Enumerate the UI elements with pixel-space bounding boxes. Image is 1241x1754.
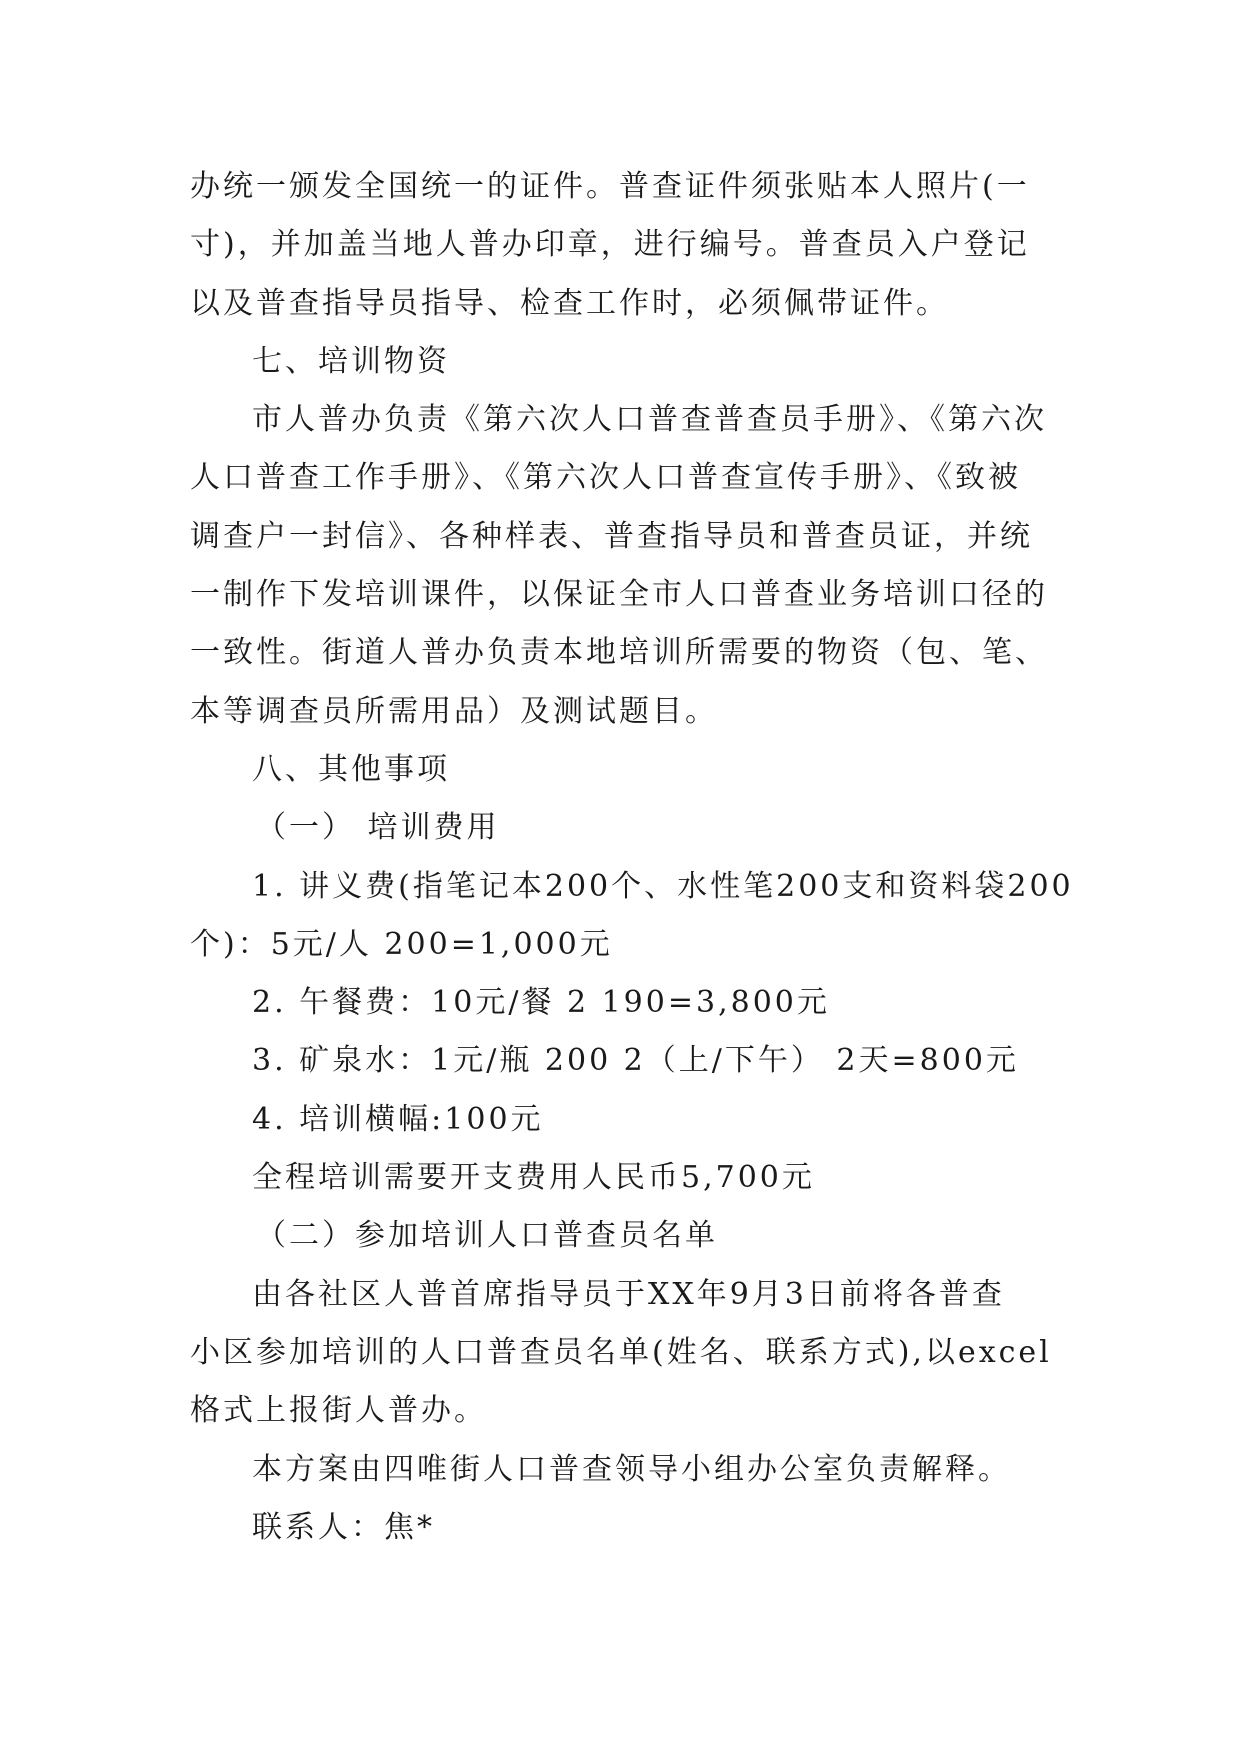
subsection-heading: （二）参加培训人口普查员名单 [256, 1218, 718, 1254]
paragraph-line: 人口普查工作手册》、《第六次人口普查宣传手册》、《致被 [190, 460, 1021, 496]
subsection-heading: （一） 培训费用 [256, 810, 500, 846]
paragraph-line: 本方案由四唯街人口普查领导小组办公室负责解释。 [252, 1451, 1011, 1487]
paragraph-line: 小区参加培训的人口普查员名单(姓名、联系方式),以excel [190, 1334, 1052, 1370]
list-item: 1. 讲义费(指笔记本200个、水性笔200支和资料袋200 [252, 868, 1074, 904]
list-item-continuation: 个)：5元/人 200=1,000元 [190, 926, 613, 962]
list-item: 3. 矿泉水：1元/瓶 200 2（上/下午） 2天=800元 [252, 1043, 1019, 1079]
paragraph-line: 办统一颁发全国统一的证件。普查证件须张贴本人照片(一 [190, 169, 1030, 204]
paragraph-line: 一制作下发培训课件，以保证全市人口普查业务培训口径的 [190, 577, 1048, 613]
paragraph-line: 本等调查员所需用品）及测试题目。 [190, 693, 718, 729]
paragraph-line: 由各社区人普首席指导员于XX年9月3日前将各普查 [252, 1276, 1005, 1312]
paragraph-line: 一致性。街道人普办负责本地培训所需要的物资（包、笔、 [190, 635, 1048, 671]
total-cost-line: 全程培训需要开支费用人民币5,700元 [252, 1160, 815, 1196]
paragraph-line: 格式上报街人普办。 [190, 1393, 487, 1429]
paragraph-line: 市人普办负责《第六次人口普查普查员手册》、《第六次 [252, 402, 1047, 438]
paragraph-line: 调查户一封信》、各种样表、普查指导员和普查员证，并统 [190, 518, 1033, 554]
list-item: 4. 培训横幅:100元 [252, 1101, 544, 1137]
section-heading: 八、其他事项 [252, 751, 450, 787]
list-item: 2. 午餐费：10元/餐 2 190=3,800元 [252, 985, 830, 1021]
paragraph-line: 以及普查指导员指导、检查工作时，必须佩带证件。 [190, 285, 949, 321]
paragraph-line: 寸)，并加盖当地人普办印章，进行编号。普查员入户登记 [190, 227, 1030, 263]
section-heading: 七、培训物资 [252, 343, 450, 379]
contact-line: 联系人：焦* [252, 1509, 435, 1545]
document-body [190, 158, 1074, 1557]
